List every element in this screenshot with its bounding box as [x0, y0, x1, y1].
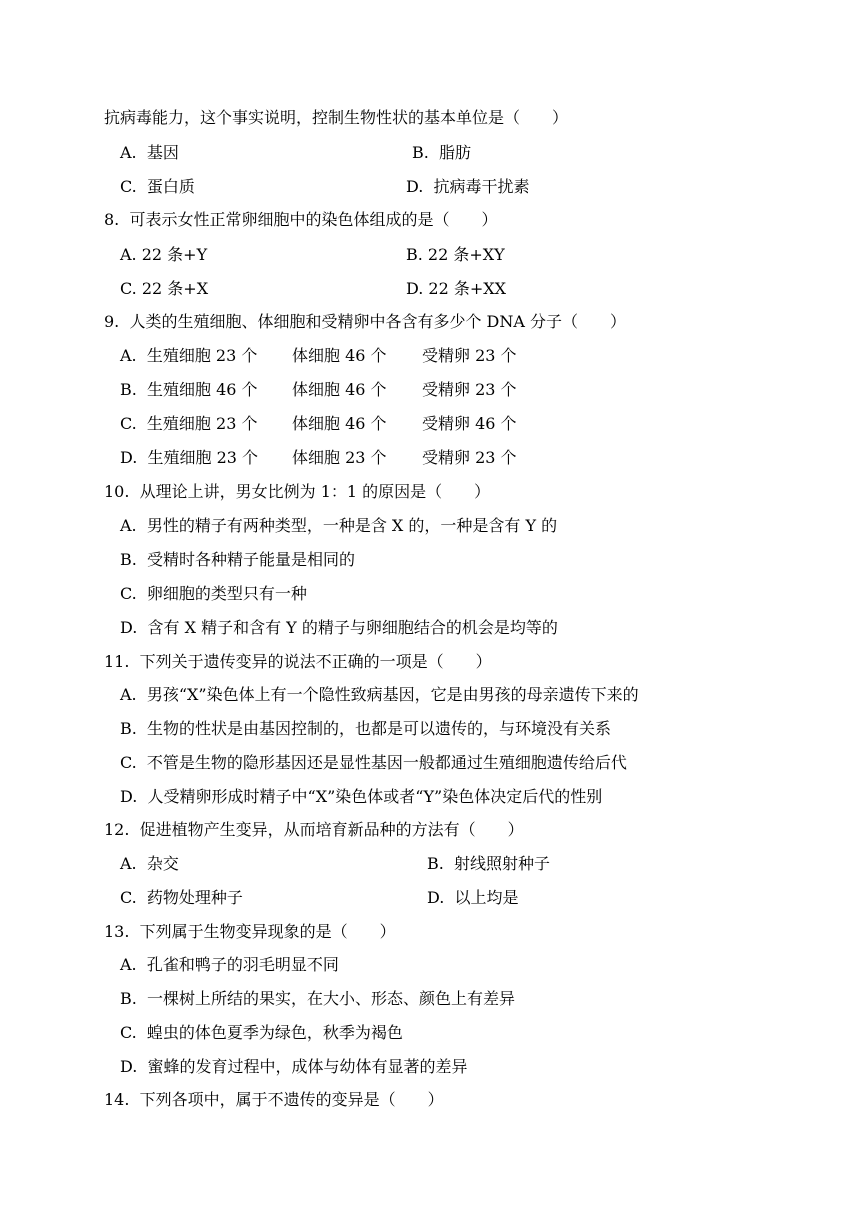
question-13-stem: 13. 下列属于生物变异现象的是（ ） [104, 922, 396, 941]
question-10-option-d: D. 含有 X 精子和含有 Y 的精子与卵细胞结合的机会是均等的 [120, 618, 558, 637]
question-7-option-c: C. 蛋白质 [120, 177, 195, 196]
question-9-option-b-col2: 体细胞 46 个 [292, 380, 387, 399]
question-12-option-c: C. 药物处理种子 [120, 888, 243, 907]
question-13-option-a: A. 孔雀和鸭子的羽毛明显不同 [120, 955, 339, 974]
question-11-option-b: B. 生物的性状是由基因控制的，也都是可以遗传的，与环境没有关系 [120, 719, 612, 738]
question-11-stem: 11. 下列关于遗传变异的说法不正确的一项是（ ） [104, 652, 492, 671]
question-9-option-c-col3: 受精卵 46 个 [422, 414, 517, 433]
question-8-option-b: B. 22 条+XY [406, 245, 505, 264]
question-11-option-c: C. 不管是生物的隐形基因还是显性基因一般都通过生殖细胞遗传给后代 [120, 753, 627, 772]
question-9-option-d-col2: 体细胞 23 个 [292, 448, 387, 467]
question-7-tail: 抗病毒能力，这个事实说明，控制生物性状的基本单位是（ ） [104, 108, 569, 127]
question-10-stem: 10. 从理论上讲，男女比例为 1：1 的原因是（ ） [104, 482, 491, 501]
question-9-option-a-col2: 体细胞 46 个 [292, 346, 387, 365]
question-9-option-d-col1: D. 生殖细胞 23 个 [120, 448, 259, 467]
question-9-option-c-col1: C. 生殖细胞 23 个 [120, 414, 258, 433]
question-9-option-a-col1: A. 生殖细胞 23 个 [120, 346, 258, 365]
question-9-stem: 9. 人类的生殖细胞、体细胞和受精卵中各含有多少个 DNA 分子（ ） [104, 312, 626, 331]
question-12-option-a: A. 杂交 [120, 854, 179, 873]
question-10-option-a: A. 男性的精子有两种类型，一种是含 X 的，一种是含有 Y 的 [120, 516, 558, 535]
question-12-option-b: B. 射线照射种子 [427, 854, 551, 873]
question-9-option-a-col3: 受精卵 23 个 [422, 346, 517, 365]
question-7-option-b: B. 脂肪 [412, 143, 472, 162]
question-13-option-c: C. 蝗虫的体色夏季为绿色，秋季为褐色 [120, 1023, 403, 1042]
question-14-stem: 14. 下列各项中，属于不遗传的变异是（ ） [104, 1090, 444, 1109]
question-8-stem: 8. 可表示女性正常卵细胞中的染色体组成的是（ ） [104, 210, 498, 229]
question-8-option-d: D. 22 条+XX [406, 279, 507, 298]
question-9-option-d-col3: 受精卵 23 个 [422, 448, 517, 467]
question-7-option-a: A. 基因 [120, 143, 179, 162]
question-9-option-c-col2: 体细胞 46 个 [292, 414, 387, 433]
question-10-option-b: B. 受精时各种精子能量是相同的 [120, 550, 356, 569]
question-12-option-d: D. 以上均是 [427, 888, 519, 907]
question-8-option-a: A. 22 条+Y [120, 245, 208, 264]
question-13-option-b: B. 一棵树上所结的果实，在大小、形态、颜色上有差异 [120, 989, 516, 1008]
question-7-option-d: D. 抗病毒干扰素 [406, 177, 530, 196]
question-9-option-b-col1: B. 生殖细胞 46 个 [120, 380, 258, 399]
question-9-option-b-col3: 受精卵 23 个 [422, 380, 517, 399]
question-11-option-d: D. 人受精卵形成时精子中“X”染色体或者“Y”染色体决定后代的性别 [120, 787, 603, 806]
question-11-option-a: A. 男孩“X”染色体上有一个隐性致病基因，它是由男孩的母亲遗传下来的 [120, 685, 639, 704]
question-10-option-c: C. 卵细胞的类型只有一种 [120, 584, 307, 603]
question-12-stem: 12. 促进植物产生变异，从而培育新品种的方法有（ ） [104, 820, 524, 839]
question-13-option-d: D. 蜜蜂的发育过程中，成体与幼体有显著的差异 [120, 1057, 468, 1076]
question-8-option-c: C. 22 条+X [120, 279, 209, 298]
